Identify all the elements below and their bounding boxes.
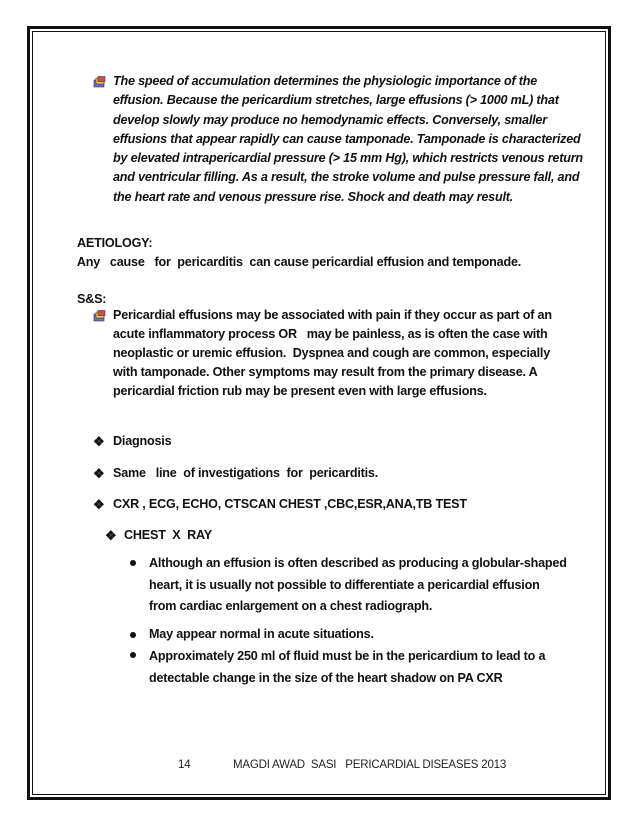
tests-item: CXR , ECG, ECHO, CTSCAN CHEST ,CBC,ESR,ANA,TB TEST bbox=[113, 497, 467, 511]
diamond-bullet-icon: ❖ bbox=[93, 434, 105, 449]
investigations-item: Same line of investigations for pericarditis. bbox=[113, 466, 379, 480]
footer-text: MAGDI AWAD SASI PERICARDIAL DISEASES 2013 bbox=[233, 759, 507, 771]
aetiology-heading: AETIOLOGY: bbox=[77, 236, 153, 250]
diamond-bullet-icon: ❖ bbox=[105, 528, 117, 543]
xray-bullet-3: Approximately 250 ml of fluid must be in the pericardium to lead to a detectable change in the size of the heart shadow on PA CXR bbox=[149, 649, 549, 685]
bullet-dot-icon bbox=[130, 652, 136, 658]
bullet-dot-icon bbox=[130, 560, 136, 566]
book-bullet-icon bbox=[93, 76, 107, 88]
ss-heading: S&S: bbox=[77, 292, 107, 306]
diagnosis-item: Diagnosis bbox=[113, 434, 172, 448]
xray-bullet-2: May appear normal in acute situations. bbox=[149, 627, 374, 641]
bullet-dot-icon bbox=[130, 632, 136, 638]
aetiology-text: Any cause for pericarditis can cause pericardial effusion and temponade. bbox=[74, 255, 522, 269]
accumulation-paragraph: The speed of accumulation determines the physiologic importance of the effusion. Because the pericardium stretches, large effusions (> 1000 mL) that develop slowly may produce no hemodynamic effects. Conversely, smaller effusions that appear rapidly can cause tamponade. Tamponade is characterized by elevated intrapericardial pressure (> 15 mm Hg), which restricts venous return and ventricular filling. As a result, the stroke volume and pulse pressure fall, and the heart rate and venous pressure rise. Shock and death may result. bbox=[113, 74, 587, 204]
footer-page-number: 14 bbox=[178, 759, 191, 771]
diamond-bullet-icon: ❖ bbox=[93, 497, 105, 512]
xray-bullet-1: Although an effusion is often described as producing a globular-shaped heart, it is usually not possible to differentiate a pericardial effusion from cardiac enlargement on a chest radiograph. bbox=[149, 556, 571, 613]
book-bullet-icon bbox=[93, 310, 107, 322]
chest-xray-item: CHEST X RAY bbox=[124, 528, 212, 542]
ss-paragraph: Pericardial effusions may be associated with pain if they occur as part of an acute inflammatory process OR may be painless, as is often the case with neoplastic or uremic effusion. Dyspnea and cough are common, especially with tamponade. Other symptoms may result from the primary disease. A pericardial friction rub may be present even with large effusions. bbox=[113, 308, 556, 398]
diamond-bullet-icon: ❖ bbox=[93, 466, 105, 481]
